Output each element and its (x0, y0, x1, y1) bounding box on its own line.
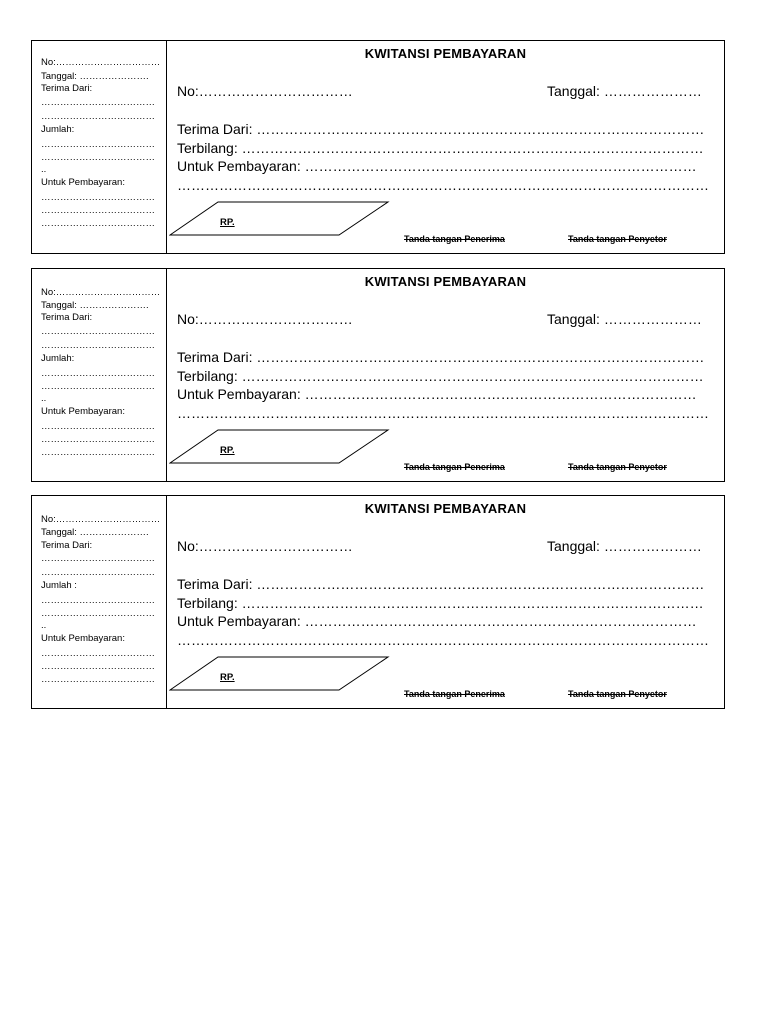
stub-tanggal: Tanggal: …………………. (41, 300, 149, 311)
receipt-main (167, 496, 724, 708)
stub-untuk-line: ……………………………… (41, 447, 155, 458)
stub-jumlah-line: ……………………………… (41, 368, 155, 379)
field-untuk-pembayaran: Untuk Pembayaran: ………………………………………………………………………… (177, 386, 697, 402)
stub-untuk-line: ……………………………… (41, 218, 155, 229)
receipt-3 (31, 495, 725, 709)
stub-terima-dari: Terima Dari: (41, 540, 93, 551)
field-terbilang: Terbilang: ……………………………………………………………………………………… (177, 368, 704, 384)
field-tanggal: Tanggal: ………………… (547, 538, 702, 554)
signature-penyetor: Tanda tangan Penyetor (568, 234, 667, 244)
stub-jumlah-line: ……………………………… (41, 595, 155, 606)
receipt-2 (31, 268, 725, 482)
stub-jumlah-line: .. (41, 620, 47, 631)
amount-rp-label: RP. (220, 445, 235, 456)
field-terbilang: Terbilang: ……………………………………………………………………………………… (177, 140, 704, 156)
stub-untuk-line: ……………………………… (41, 434, 155, 445)
stub-jumlah: Jumlah: (41, 353, 75, 364)
signature-penerima: Tanda tangan Penerima (404, 689, 505, 699)
receipt-title: KWITANSI PEMBAYARAN (364, 274, 527, 289)
amount-parallelogram (169, 201, 391, 237)
receipt-stub (32, 41, 167, 253)
stub-no: No:…………………………… (41, 57, 161, 68)
field-untuk-pembayaran: Untuk Pembayaran: ………………………………………………………………………… (177, 158, 697, 174)
stub-untuk-pembayaran: Untuk Pembayaran: (41, 406, 125, 417)
field-tanggal: Tanggal: ………………… (547, 83, 702, 99)
stub-untuk-line: ……………………………… (41, 674, 155, 685)
stub-untuk-pembayaran: Untuk Pembayaran: (41, 633, 125, 644)
amount-rp-label: RP. (220, 672, 235, 683)
stub-terima-line: ……………………………… (41, 340, 155, 351)
field-no: No:…………………………… (177, 538, 353, 554)
field-dots-line: …………………………………………………………………………………………………… (177, 177, 709, 193)
stub-no: No:…………………………… (41, 287, 161, 298)
stub-terima-line: ……………………………… (41, 567, 155, 578)
stub-terima-line: ……………………………… (41, 97, 155, 108)
receipt-1 (31, 40, 725, 254)
stub-jumlah-line: ……………………………… (41, 152, 155, 163)
signature-penyetor: Tanda tangan Penyetor (568, 689, 667, 699)
stub-no: No:…………………………… (41, 514, 161, 525)
stub-jumlah: Jumlah: (41, 124, 75, 135)
stub-untuk-line: ……………………………… (41, 205, 155, 216)
field-dots-line: …………………………………………………………………………………………………… (177, 632, 709, 648)
amount-box (169, 201, 391, 237)
receipt-stub (32, 269, 167, 481)
stub-untuk-pembayaran: Untuk Pembayaran: (41, 177, 125, 188)
stub-untuk-line: ……………………………… (41, 648, 155, 659)
stub-terima-line: ……………………………… (41, 111, 155, 122)
stub-terima-dari: Terima Dari: (41, 83, 93, 94)
stub-jumlah: Jumlah : (41, 580, 77, 591)
field-terbilang: Terbilang: ……………………………………………………………………………………… (177, 595, 704, 611)
stub-terima-dari: Terima Dari: (41, 312, 93, 323)
field-terima-dari: Terima Dari: …………………………………………………………………………………… (177, 121, 705, 137)
amount-box (169, 429, 391, 465)
field-no: No:…………………………… (177, 311, 353, 327)
amount-box (169, 656, 391, 692)
amount-rp-label: RP. (220, 217, 235, 228)
field-dots-line: …………………………………………………………………………………………………… (177, 405, 709, 421)
stub-terima-line: ……………………………… (41, 553, 155, 564)
field-no: No:…………………………… (177, 83, 353, 99)
signature-penerima: Tanda tangan Penerima (404, 462, 505, 472)
receipt-title: KWITANSI PEMBAYARAN (364, 46, 527, 61)
stub-jumlah-line: ……………………………… (41, 608, 155, 619)
receipt-stub (32, 496, 167, 708)
field-untuk-pembayaran: Untuk Pembayaran: ………………………………………………………………………… (177, 613, 697, 629)
stub-jumlah-line: .. (41, 393, 47, 404)
stub-terima-line: ……………………………… (41, 326, 155, 337)
stub-tanggal: Tanggal: …………………. (41, 71, 149, 82)
field-terima-dari: Terima Dari: …………………………………………………………………………………… (177, 349, 705, 365)
receipt-main (167, 41, 724, 253)
receipt-title: KWITANSI PEMBAYARAN (364, 501, 527, 516)
signature-penerima: Tanda tangan Penerima (404, 234, 505, 244)
receipt-main (167, 269, 724, 481)
stub-jumlah-line: .. (41, 164, 47, 175)
field-terima-dari: Terima Dari: …………………………………………………………………………………… (177, 576, 705, 592)
stub-untuk-line: ……………………………… (41, 192, 155, 203)
amount-parallelogram (169, 429, 391, 465)
stub-untuk-line: ……………………………… (41, 661, 155, 672)
stub-untuk-line: ……………………………… (41, 421, 155, 432)
amount-parallelogram (169, 656, 391, 692)
stub-jumlah-line: ……………………………… (41, 381, 155, 392)
field-tanggal: Tanggal: ………………… (547, 311, 702, 327)
stub-jumlah-line: ……………………………… (41, 139, 155, 150)
signature-penyetor: Tanda tangan Penyetor (568, 462, 667, 472)
stub-tanggal: Tanggal: …………………. (41, 527, 149, 538)
